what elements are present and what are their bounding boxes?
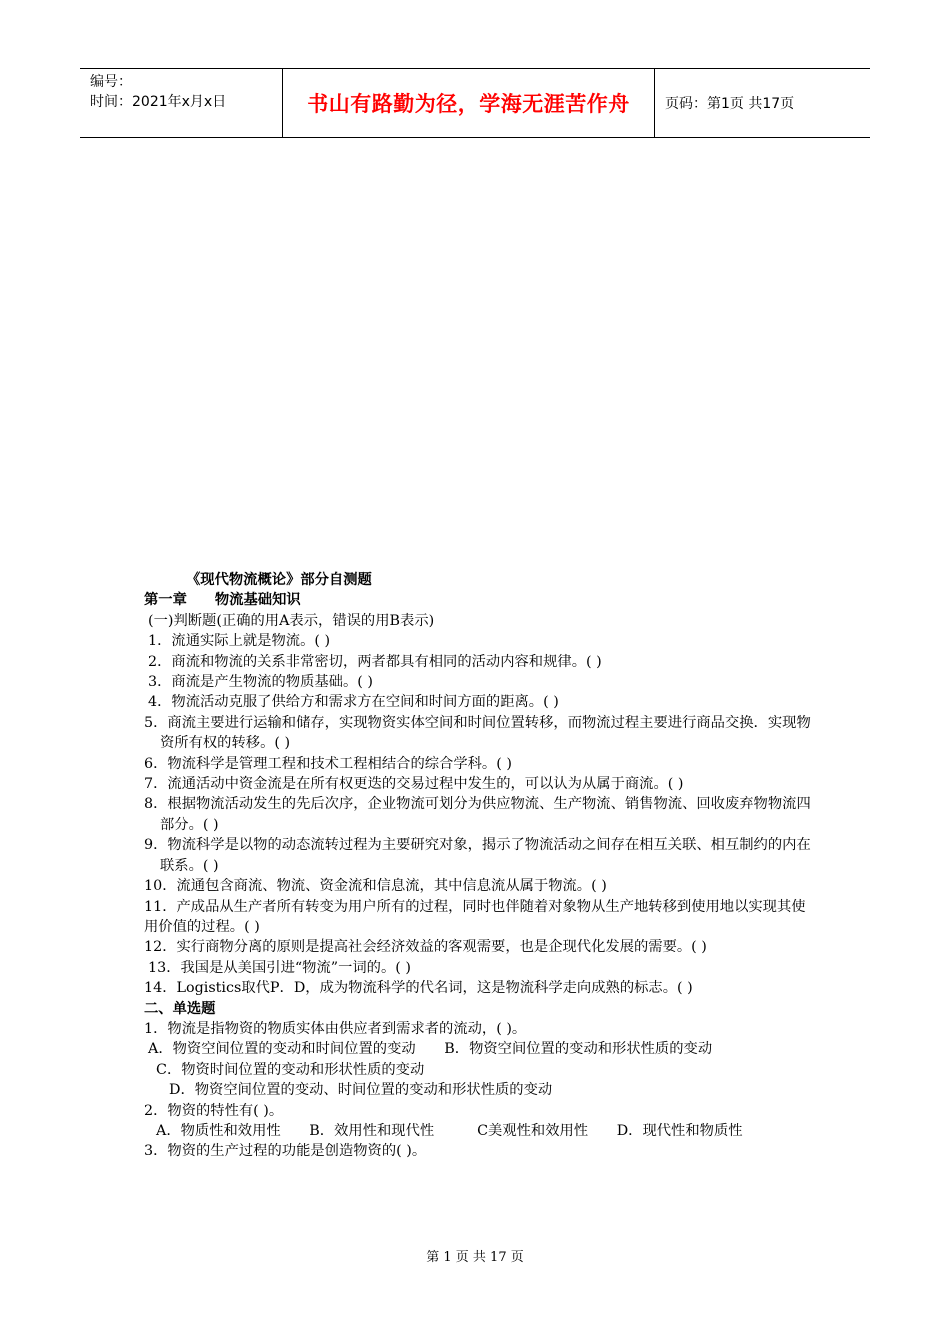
tf-question: 13．我国是从美国引进“物流”一词的。( ) — [148, 959, 411, 976]
tf-question: 7．流通活动中资金流是在所有权更迭的交易过程中发生的，可以认为从属于商流。( ) — [144, 776, 684, 793]
option-d: D．现代性和物质性 — [616, 1122, 743, 1139]
mc-question-stem: 3．物资的生产过程的功能是创造物资的( )。 — [144, 1143, 427, 1160]
header-info-cell — [80, 69, 282, 137]
tf-question: 11．产成品从生产者所有转变为用户所有的过程，同时也伴随着对象物从生产地转移到使用地以实现其使用价值的过程。( ) — [144, 898, 806, 935]
option-d: D．物资空间位置的变动、时间位置的变动和形状性质的变动 — [169, 1082, 553, 1099]
page-header — [80, 68, 870, 138]
header-motto: 书山有路勤为径，学海无涯苦作舟 — [282, 69, 655, 137]
option-c: C．物资时间位置的变动和形状性质的变动 — [156, 1061, 425, 1078]
mc-question-stem: 2．物资的特性有( )。 — [144, 1102, 284, 1119]
mc-options-row — [144, 1039, 812, 1059]
option-a: A．物资空间位置的变动和时间位置的变动 — [148, 1041, 416, 1058]
mc-options-row — [144, 1121, 812, 1141]
chapter-number: 第一章 — [144, 592, 187, 609]
code-label: 编号： — [90, 74, 132, 90]
tf-question: 1．流通实际上就是物流。( ) — [148, 633, 331, 650]
document-title: 《现代物流概论》部分自测题 — [186, 572, 372, 588]
tf-question: 12．实行商物分离的原则是提高社会经济效益的客观需要，也是企现代化发展的需要。( ) — [144, 939, 707, 956]
option-c: C美观性和效用性 — [477, 1122, 589, 1139]
chapter-name: 物流基础知识 — [214, 592, 301, 609]
option-b: B．效用性和现代性 — [309, 1122, 435, 1139]
header-page-info: 页码：第1页 共17页 — [665, 96, 795, 112]
option-a: A．物质性和效用性 — [156, 1122, 281, 1139]
tf-question: 4．物流活动克服了供给方和需求方在空间和时间方面的距离。( ) — [148, 694, 559, 711]
page-footer: 第 1 页 共 17 页 — [426, 1250, 524, 1265]
tf-question: 8．根据物流活动发生的先后次序，企业物流可划分为供应物流、生产物流、销售物流、回收废弃物物流四部分。( ) — [144, 796, 811, 833]
document-body — [144, 570, 812, 1162]
tf-question: 3．商流是产生物流的物质基础。( ) — [148, 674, 373, 691]
tf-question: 6．物流科学是管理工程和技术工程相结合的综合学科。( ) — [144, 755, 512, 772]
tf-question: 9．物流科学是以物的动态流转过程为主要研究对象，揭示了物流活动之间存在相互关联、相互制约的内在联系。( ) — [144, 837, 811, 874]
date-line: 时间：2021年x月x日 — [90, 94, 227, 110]
tf-question: 10．流通包含商流、物流、资金流和信息流，其中信息流从属于物流。( ) — [144, 878, 607, 895]
mc-question-stem: 1．物流是指物资的物质实体由供应者到需求者的流动，( )。 — [144, 1020, 527, 1037]
section-true-false: (一)判断题(正确的用A表示，错误的用B表示) — [148, 612, 435, 629]
option-b: B．物资空间位置的变动和形状性质的变动 — [444, 1041, 713, 1058]
tf-question: 14．Logistics取代P．D，成为物流科学的代名词，这是物流科学走向成熟的标志。( ) — [144, 980, 693, 997]
chapter-heading — [144, 590, 812, 610]
tf-question: 2．商流和物流的关系非常密切，两者都具有相同的活动内容和规律。( ) — [148, 653, 602, 670]
section-single-choice: 二、单选题 — [144, 1000, 216, 1017]
tf-question: 5．商流主要进行运输和储存，实现物资实体空间和时间位置转移，而物流过程主要进行商品交换．实现物资所有权的转移。( ) — [144, 714, 811, 752]
